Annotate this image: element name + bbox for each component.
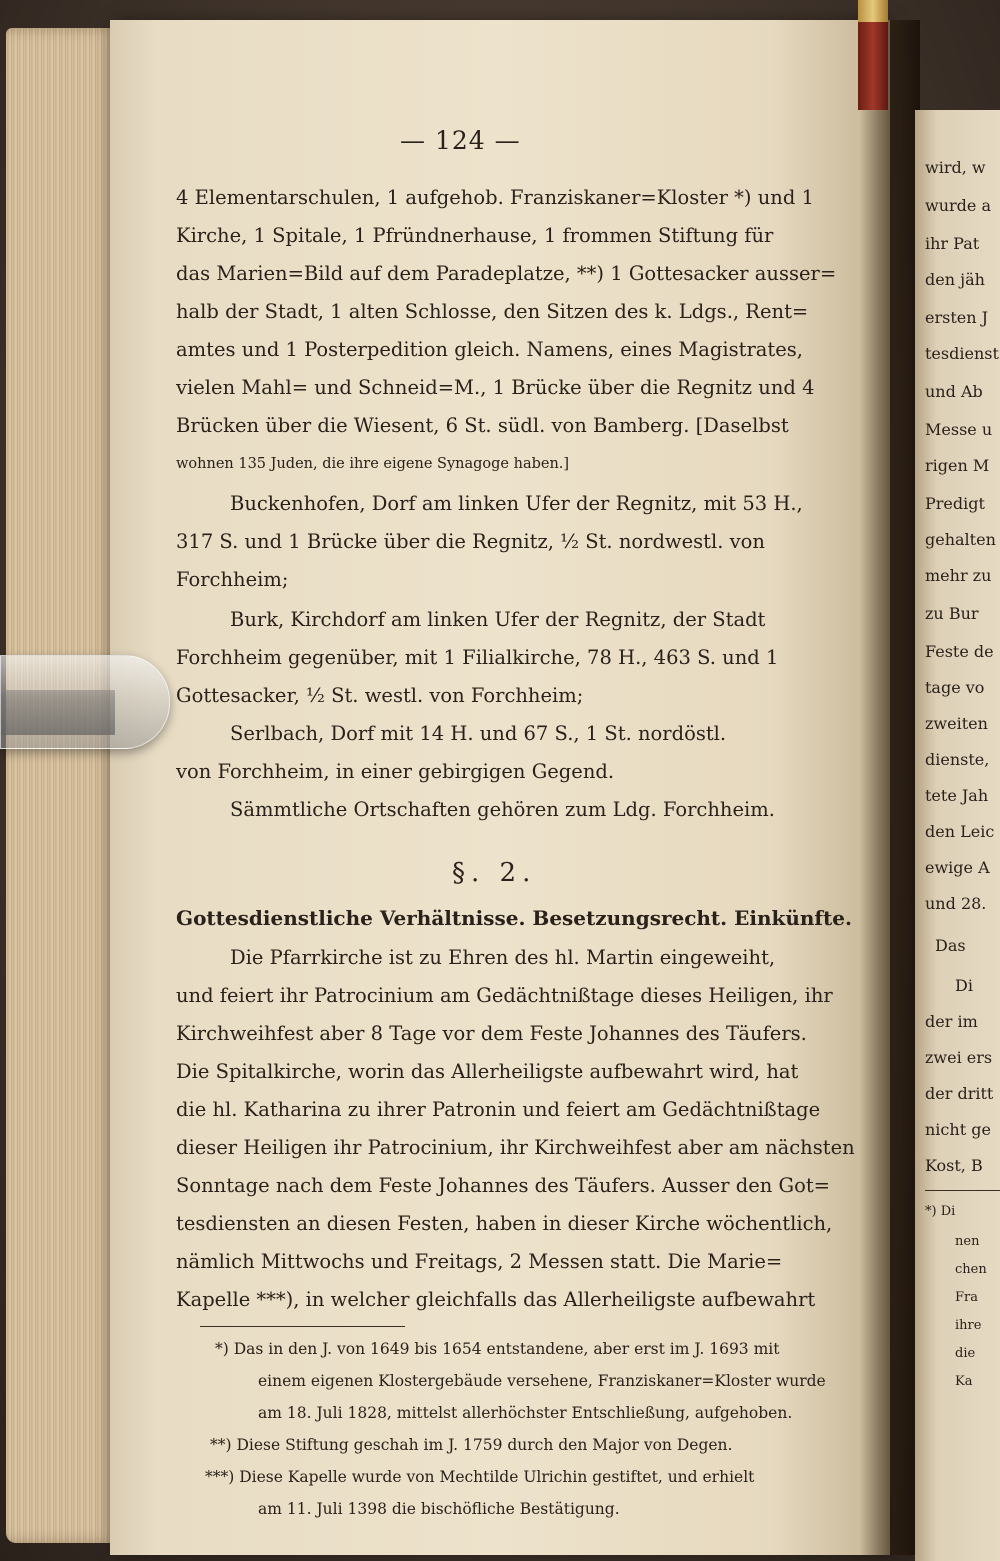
- body-line-small: wohnen 135 Juden, die ihre eigene Synagoge haben.]: [176, 456, 570, 472]
- facing-line: rigen M: [925, 456, 990, 475]
- footnote-line: einem eigenen Klostergebäude versehene, Franziskaner=Kloster wurde: [258, 1372, 826, 1390]
- body-line: Brücken über die Wiesent, 6 St. südl. von Bamberg. [Daselbst: [176, 414, 789, 437]
- body-line: 317 S. und 1 Brücke über die Regnitz, ½ St. nordwestl. von: [176, 530, 765, 553]
- running-head: — 124 —: [400, 126, 521, 155]
- facing-line: nen: [955, 1234, 980, 1249]
- section-line: Kirchweihfest aber 8 Tage vor dem Feste Johannes des Täufers.: [176, 1022, 807, 1045]
- footnote-line: am 11. Juli 1398 die bischöfliche Bestätigung.: [258, 1500, 620, 1518]
- facing-line: nicht ge: [925, 1120, 991, 1139]
- body-line: Sämmtliche Ortschaften gehören zum Ldg. Forchheim.: [230, 798, 775, 821]
- facing-line: ihr Pat: [925, 234, 980, 253]
- facing-line: Fra: [955, 1290, 978, 1305]
- facing-line: *) Di: [925, 1204, 956, 1219]
- footnote-line: ***) Diese Kapelle wurde von Mechtilde Ulrichin gestiftet, und erhielt: [205, 1468, 755, 1486]
- left-page: [110, 20, 890, 1555]
- facing-line: ersten J: [925, 308, 989, 327]
- body-line: Forchheim;: [176, 568, 289, 591]
- body-line: Serlbach, Dorf mit 14 H. und 67 S., 1 St. nordöstl.: [230, 722, 727, 745]
- facing-line: und 28.: [925, 894, 987, 913]
- section-line: dieser Heiligen ihr Patrocinium, ihr Kirchweihfest aber am nächsten: [176, 1136, 855, 1159]
- facing-line: Predigt: [925, 494, 985, 513]
- facing-line: den jäh: [925, 270, 985, 289]
- footnote-line: am 18. Juli 1828, mittelst allerhöchster Entschließung, aufgehoben.: [258, 1404, 793, 1422]
- footnote-rule: [200, 1326, 405, 1327]
- body-line: Forchheim gegenüber, mit 1 Filialkirche, 78 H., 463 S. und 1: [176, 646, 779, 669]
- body-line: 4 Elementarschulen, 1 aufgehob. Franziskaner=Kloster *) und 1: [176, 186, 814, 209]
- facing-line: Ka: [955, 1374, 973, 1389]
- body-line: vielen Mahl= und Schneid=M., 1 Brücke über die Regnitz und 4: [176, 376, 815, 399]
- facing-line: tage vo: [925, 678, 985, 697]
- body-line: Burk, Kirchdorf am linken Ufer der Regnitz, der Stadt: [230, 608, 766, 631]
- section-line: Kapelle ***), in welcher gleichfalls das Allerheiligste aufbewahrt: [176, 1288, 816, 1311]
- section-line: Die Spitalkirche, worin das Allerheiligste aufbewahrt wird, hat: [176, 1060, 799, 1083]
- section-line: nämlich Mittwochs und Freitags, 2 Messen statt. Die Marie=: [176, 1250, 783, 1273]
- facing-line: zu Bur: [925, 604, 979, 623]
- footnote-line: *) Das in den J. von 1649 bis 1654 entstandene, aber erst im J. 1693 mit: [215, 1340, 780, 1358]
- facing-line: der im: [925, 1012, 978, 1031]
- facing-line: zwei ers: [925, 1048, 993, 1067]
- facing-page: [915, 110, 1000, 1561]
- facing-line: wurde a: [925, 196, 991, 215]
- section-line: und feiert ihr Patrocinium am Gedächtnißtage dieses Heiligen, ihr: [176, 984, 833, 1007]
- body-line: von Forchheim, in einer gebirgigen Gegend.: [176, 760, 615, 783]
- facing-line: wird, w: [925, 158, 986, 177]
- section-line: tesdiensten an diesen Festen, haben in dieser Kirche wöchentlich,: [176, 1212, 833, 1235]
- footnote-line: **) Diese Stiftung geschah im J. 1759 durch den Major von Degen.: [210, 1436, 733, 1454]
- facing-line: dienste,: [925, 750, 990, 769]
- facing-line: tesdienst: [925, 344, 999, 363]
- facing-line: tete Jah: [925, 786, 989, 805]
- facing-line: ihre: [955, 1318, 982, 1333]
- body-line: Gottesacker, ½ St. westl. von Forchheim;: [176, 684, 584, 707]
- body-line: Kirche, 1 Spitale, 1 Pfründnerhause, 1 frommen Stiftung für: [176, 224, 774, 247]
- section-line: Die Pfarrkirche ist zu Ehren des hl. Martin eingeweiht,: [230, 946, 776, 969]
- page-edge-stack: [6, 28, 116, 1543]
- bookmark-gold-band: [858, 0, 888, 22]
- body-line: amtes und 1 Posterpedition gleich. Namens, eines Magistrates,: [176, 338, 804, 361]
- section-mark: §. 2.: [452, 858, 537, 888]
- section-line: die hl. Katharina zu ihrer Patronin und feiert am Gedächtnißtage: [176, 1098, 821, 1121]
- facing-line: zweiten: [925, 714, 988, 733]
- facing-line: Di: [955, 976, 973, 995]
- facing-line: den Leic: [925, 822, 995, 841]
- body-line: das Marien=Bild auf dem Paradeplatze, **) 1 Gottesacker ausser=: [176, 262, 837, 285]
- facing-line: die: [955, 1346, 976, 1361]
- facing-line: Feste de: [925, 642, 994, 661]
- book-gutter: [860, 20, 920, 1555]
- facing-line: der dritt: [925, 1084, 994, 1103]
- section-heading: Gottesdienstliche Verhältnisse. Besetzungsrecht. Einkünfte.: [176, 906, 852, 930]
- facing-line: mehr zu: [925, 566, 992, 585]
- facing-line: Messe u: [925, 420, 993, 439]
- glass-page-clip: [0, 655, 170, 749]
- facing-line: Kost, B: [925, 1156, 983, 1175]
- body-line: halb der Stadt, 1 alten Schlosse, den Sitzen des k. Ldgs., Rent=: [176, 300, 809, 323]
- section-line: Sonntage nach dem Feste Johannes des Täufers. Ausser den Got=: [176, 1174, 830, 1197]
- facing-line: gehalten: [925, 530, 996, 549]
- facing-line: und Ab: [925, 382, 983, 401]
- facing-line: ewige A: [925, 858, 990, 877]
- body-line: Buckenhofen, Dorf am linken Ufer der Regnitz, mit 53 H.,: [230, 492, 803, 515]
- facing-line: Das: [935, 936, 966, 955]
- facing-line: chen: [955, 1262, 987, 1277]
- facing-footnote-rule: [925, 1190, 1000, 1191]
